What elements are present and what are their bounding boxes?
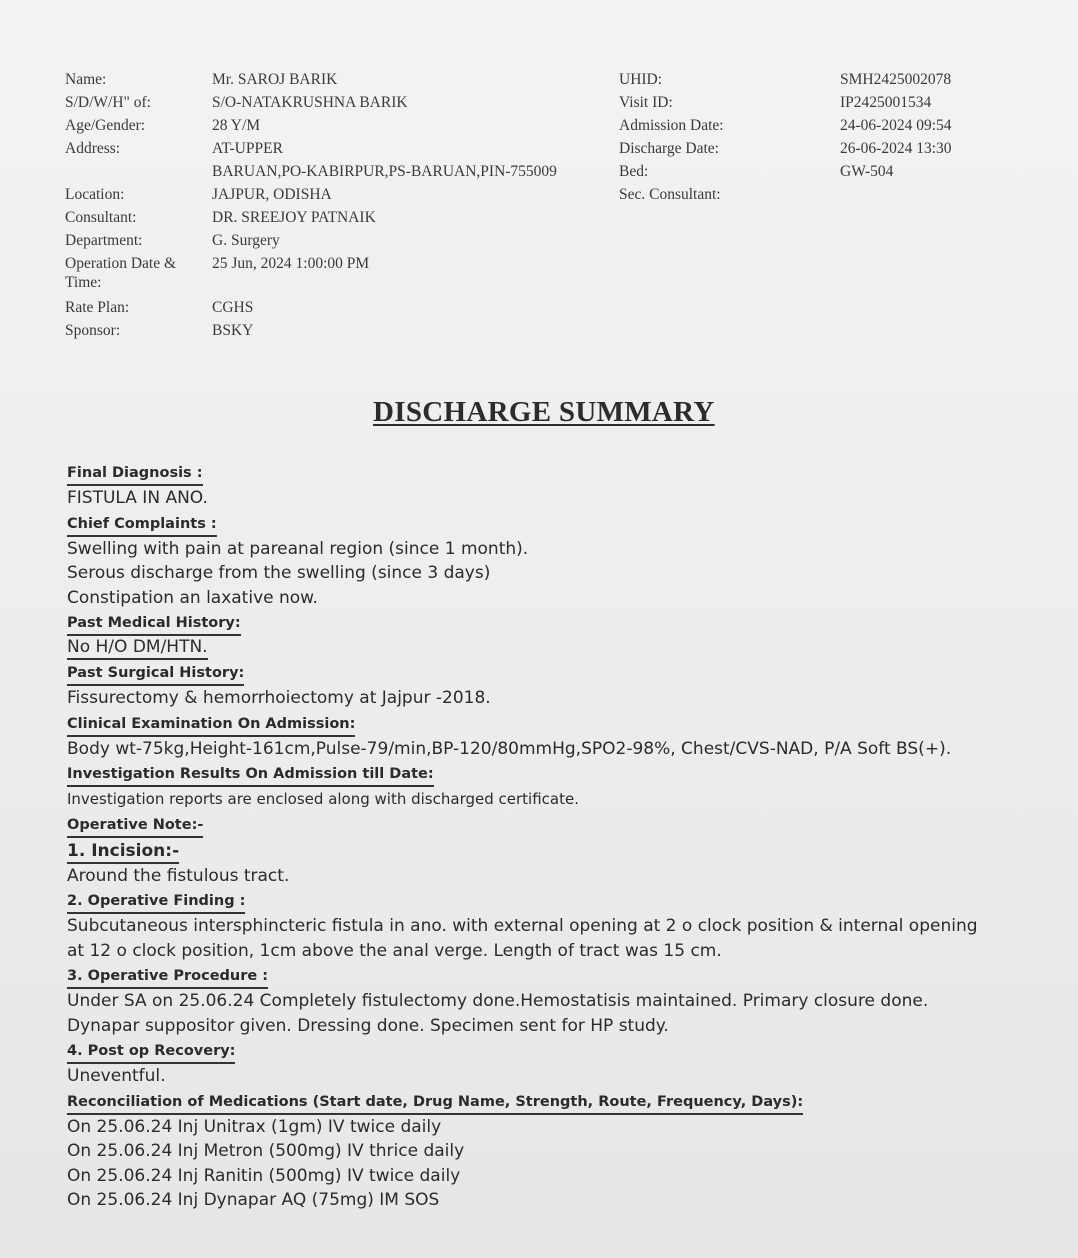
label-admission-date: Admission Date: [619, 117, 724, 134]
label-department: Department: [65, 232, 143, 249]
header-labels-right [619, 68, 724, 206]
label-location: Location: [65, 186, 125, 203]
investigation-text: Investigation reports are enclosed along with discharged certificate. [67, 790, 579, 808]
label-age-gender: Age/Gender: [65, 117, 146, 134]
value-name: Mr. SAROJ BARIK [212, 71, 338, 88]
value-discharge-date: 26-06-2024 13:30 [840, 140, 952, 157]
label-relation: S/D/W/H" of: [65, 94, 151, 111]
heading-investigation-results: Investigation Results On Admission till Date: [67, 764, 434, 787]
page-title: DISCHARGE SUMMARY [373, 396, 715, 428]
value-operation-date: 25 Jun, 2024 1:00:00 PM [212, 255, 370, 272]
heading-incision: 1. Incision:- [67, 841, 179, 864]
label-sponsor: Sponsor: [65, 322, 121, 339]
operative-procedure-line: Under SA on 25.06.24 Completely fistulectomy done.Hemostatisis maintained. Primary closure done. [67, 991, 929, 1011]
post-op-text: Uneventful. [67, 1066, 166, 1086]
medication-line: On 25.06.24 Inj Metron (500mg) IV thrice daily [67, 1141, 465, 1161]
value-address-line2: BARUAN,PO-KABIRPUR,PS-BARUAN,PIN-755009 [212, 163, 557, 180]
value-rate-plan: CGHS [212, 299, 254, 316]
operative-finding-line: at 12 o clock position, 1cm above the anal verge. Length of tract was 15 cm. [67, 940, 722, 961]
header-values-left [212, 68, 557, 342]
heading-reconciliation: Reconciliation of Medications (Start date, Drug Name, Strength, Route, Frequency, Days): [67, 1092, 803, 1115]
heading-post-op-recovery: 4. Post op Recovery: [67, 1041, 235, 1064]
heading-chief-complaints: Chief Complaints : [67, 514, 217, 537]
value-visit-id: IP2425001534 [840, 94, 932, 111]
summary-body [67, 460, 1067, 1213]
clinical-exam-text: Body wt-75kg,Height-161cm,Pulse-79/min,BP-120/80mmHg,SPO2-98%, Chest/CVS-NAD, P/A Soft BS(+). [67, 738, 952, 759]
value-uhid: SMH2425002078 [840, 71, 952, 88]
label-discharge-date: Discharge Date: [619, 140, 719, 157]
value-location: JAJPUR, ODISHA [212, 186, 332, 203]
heading-operative-note: Operative Note:- [67, 815, 203, 838]
complaint-line: Swelling with pain at pareanal region (since 1 month). [67, 538, 529, 559]
label-visit-id: Visit ID: [619, 94, 673, 111]
label-operation-date: Operation Date & [65, 255, 177, 272]
label-operation-time: Time: [65, 274, 102, 291]
value-consultant: DR. SREEJOY PATNAIK [212, 209, 376, 226]
value-bed: GW-504 [840, 163, 894, 180]
value-age-gender: 28 Y/M [212, 117, 261, 134]
heading-past-surgical-history: Past Surgical History: [67, 663, 244, 686]
header-values-right [840, 68, 952, 183]
operative-procedure-line: Dynapar suppositor given. Dressing done. Specimen sent for HP study. [67, 1015, 669, 1036]
label-uhid: UHID: [619, 71, 663, 88]
operative-finding-line: Subcutaneous intersphincteric fistula in ano. with external opening at 2 o clock position & internal opening [67, 916, 978, 936]
label-bed: Bed: [619, 163, 649, 180]
label-name: Name: [65, 71, 107, 88]
heading-clinical-examination: Clinical Examination On Admission: [67, 714, 355, 737]
medication-line: On 25.06.24 Inj Dynapar AQ (75mg) IM SOS [67, 1190, 440, 1210]
final-diagnosis-text: FISTULA IN ANO. [67, 488, 208, 508]
value-department: G. Surgery [212, 232, 280, 249]
incision-text: Around the fistulous tract. [67, 865, 290, 886]
heading-operative-finding: 2. Operative Finding : [67, 891, 245, 914]
value-admission-date: 24-06-2024 09:54 [840, 117, 952, 134]
label-rate-plan: Rate Plan: [65, 299, 130, 316]
heading-final-diagnosis: Final Diagnosis : [67, 463, 203, 486]
header-labels-left [65, 68, 176, 342]
complaint-line: Serous discharge from the swelling (since 3 days) [67, 563, 491, 583]
label-blank [65, 160, 176, 183]
label-sec-consultant: Sec. Consultant: [619, 186, 721, 203]
medication-line: On 25.06.24 Inj Unitrax (1gm) IV twice daily [67, 1116, 442, 1137]
past-medical-text: No H/O DM/HTN. [67, 636, 208, 660]
value-relation: S/O-NATAKRUSHNA BARIK [212, 94, 408, 111]
label-address: Address: [65, 140, 121, 157]
medication-line: On 25.06.24 Inj Ranitin (500mg) IV twice daily [67, 1165, 461, 1186]
value-operation-time [212, 271, 557, 296]
heading-operative-procedure: 3. Operative Procedure : [67, 966, 268, 989]
label-consultant: Consultant: [65, 209, 137, 226]
value-sponsor: BSKY [212, 322, 254, 339]
value-address-line1: AT-UPPER [212, 140, 283, 157]
heading-past-medical-history: Past Medical History: [67, 613, 241, 636]
complaint-line: Constipation an laxative now. [67, 587, 318, 608]
past-surgical-text: Fissurectomy & hemorrhoiectomy at Jajpur -2018. [67, 688, 491, 708]
